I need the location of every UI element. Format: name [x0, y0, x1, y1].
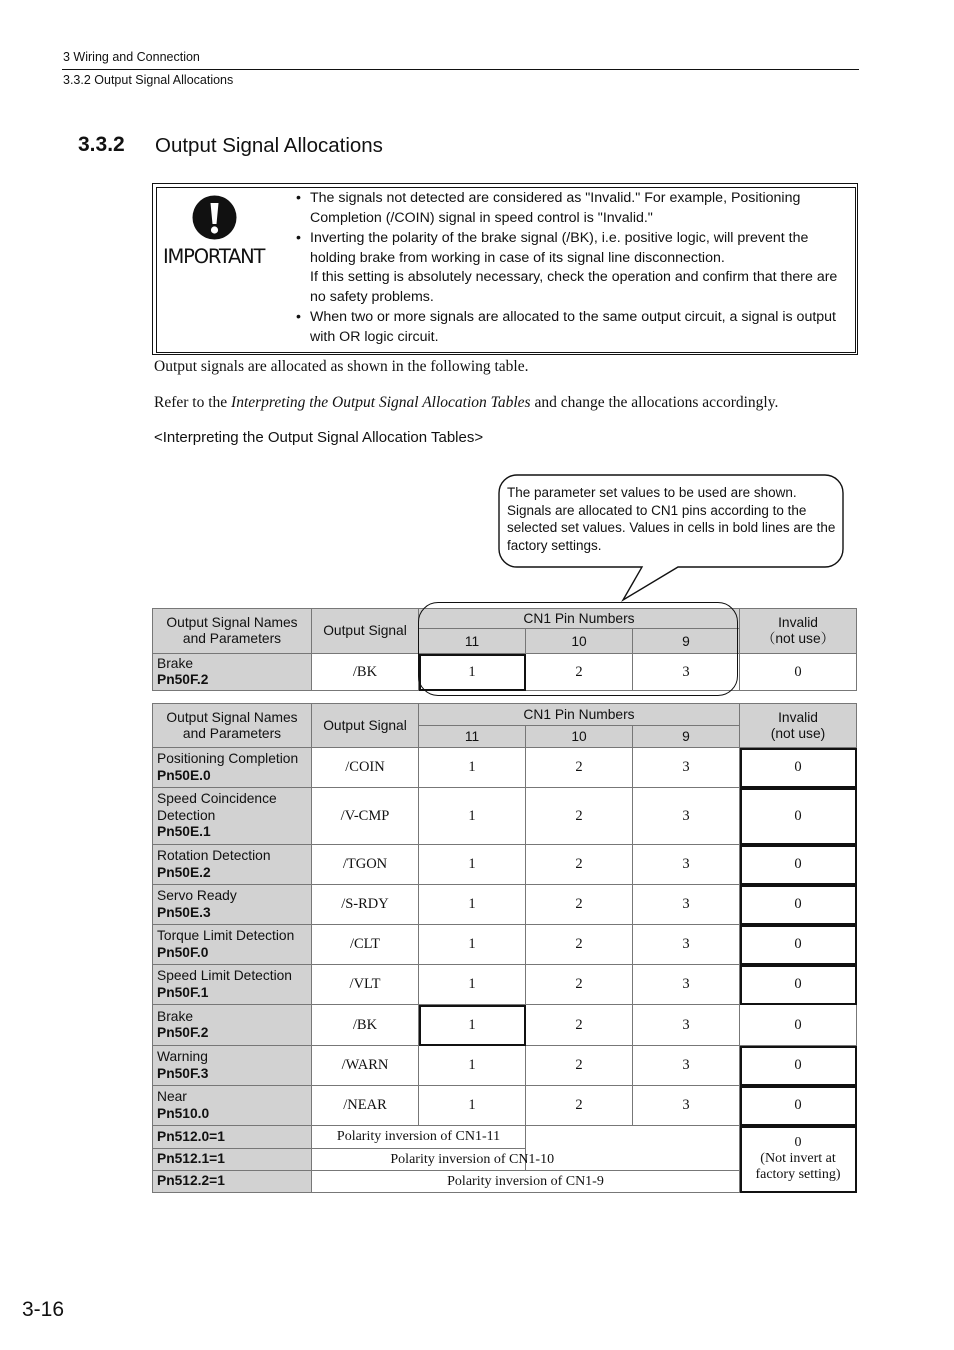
body-paragraph: Output signals are allocated as shown in the following table. — [154, 358, 529, 375]
invalid-value: 0 — [740, 1046, 857, 1086]
page-number: 3-16 — [22, 1298, 65, 1321]
invalid-value: 0 — [740, 1005, 857, 1046]
pin-value: 1 — [419, 885, 526, 925]
parameter: Pn510.0 — [157, 1105, 210, 1121]
bullet: • — [296, 190, 301, 206]
polarity-text: Polarity inversion of CN1-9 — [312, 1171, 740, 1193]
pin-value: 3 — [633, 885, 740, 925]
callout-text: The parameter set values to be used are shown. Signals are allocated to CN1 pins according to the selected set values. Values in cells in bold lines are the factory settings. — [507, 485, 836, 553]
signal-name: Servo Ready — [157, 888, 237, 903]
pin-value: 1 — [419, 845, 526, 885]
output-signal: /S-RDY — [312, 885, 419, 925]
pin-value: 3 — [633, 654, 740, 691]
signal-name-cell — [153, 1046, 312, 1086]
pin-value: 3 — [633, 748, 740, 788]
invalid-value: 0 — [740, 1086, 857, 1126]
pin-value: 3 — [633, 1046, 740, 1086]
text-run: Refer to the — [154, 394, 232, 411]
important-item-text: When two or more signals are allocated to the same output circuit, a signal is output with OR logic circuit. — [310, 309, 836, 345]
header-cn1: CN1 Pin Numbers — [419, 704, 740, 726]
signal-name-cell — [153, 788, 312, 845]
pin-value: 3 — [633, 788, 740, 845]
pin-value: 2 — [526, 845, 633, 885]
important-item — [295, 189, 855, 228]
pin-value: 2 — [526, 965, 633, 1005]
important-list — [295, 189, 855, 348]
bullet: • — [296, 230, 301, 246]
pin-value: 1 — [419, 654, 526, 691]
output-signal: /V-CMP — [312, 788, 419, 845]
important-label: IMPORTANT — [163, 245, 265, 268]
output-signal: /BK — [312, 1005, 419, 1046]
important-item — [295, 308, 855, 347]
parameter: Pn50F.2 — [157, 1025, 209, 1040]
invalid-value: 0 — [740, 845, 857, 885]
signal-name-cell — [153, 1005, 312, 1046]
parameter: Pn50F.0 — [157, 944, 209, 960]
pin-value: 2 — [526, 1086, 633, 1126]
parameter: Pn50F.1 — [157, 984, 209, 1000]
pin-value: 1 — [419, 965, 526, 1005]
signal-name: Speed Coincidence Detection — [157, 791, 277, 823]
signal-name: Rotation Detection — [157, 848, 271, 863]
output-signal: /VLT — [312, 965, 419, 1005]
pin-value: 3 — [633, 845, 740, 885]
signal-name: Brake — [157, 1008, 194, 1024]
important-item — [295, 229, 855, 307]
text-run: and change the allocations accordingly. — [530, 394, 779, 411]
output-signal: /WARN — [312, 1046, 419, 1086]
invalid-value: 0 — [740, 788, 857, 845]
parameter: Pn50F.2 — [157, 672, 209, 687]
header-pin: 9 — [633, 726, 740, 748]
highlight-oval — [418, 602, 738, 696]
output-signal: /NEAR — [312, 1086, 419, 1126]
important-item-text: If this setting is absolutely necessary, check the operation and confirm that there are no safety problems. — [310, 269, 838, 305]
pin-value: 2 — [526, 788, 633, 845]
important-item-text: The signals not detected are considered as "Invalid." For example, Positioning Completion (/COIN) signal in speed control is "Invalid." — [310, 190, 801, 226]
pin-value: 3 — [633, 1086, 740, 1126]
pin-value: 2 — [526, 1046, 633, 1086]
output-signal: /COIN — [312, 748, 419, 788]
signal-name-cell — [153, 925, 312, 965]
header-invalid: Invalid （not use） — [740, 609, 857, 654]
bullet: • — [296, 309, 301, 325]
pin-value: 3 — [633, 1005, 740, 1046]
invalid-value: 0 — [740, 925, 857, 965]
invalid-value: 0 — [740, 654, 857, 691]
signal-name: Speed Limit Detection — [157, 968, 292, 983]
header-invalid: Invalid (not use) — [740, 704, 857, 748]
polarity-parameter: Pn512.1=1 — [153, 1149, 312, 1171]
signal-name: Brake — [157, 655, 194, 671]
output-signal: /BK — [312, 654, 419, 691]
header-names: Output Signal Names and Parameters — [153, 609, 312, 654]
signal-name-cell — [153, 965, 312, 1005]
signal-name-cell — [153, 845, 312, 885]
pin-value: 2 — [526, 748, 633, 788]
parameter: Pn50F.3 — [157, 1065, 209, 1081]
signal-name: Positioning Completion — [157, 751, 299, 766]
signal-name-cell — [153, 1086, 312, 1126]
signal-name: Torque Limit Detection — [157, 928, 295, 943]
pin-value: 1 — [419, 788, 526, 845]
signal-name: Near — [157, 1089, 187, 1104]
invalid-value: 0 — [740, 885, 857, 925]
header-signal: Output Signal — [312, 609, 419, 654]
pin-value: 1 — [419, 1046, 526, 1086]
parameter: Pn50E.2 — [157, 864, 211, 880]
parameter: Pn50E.3 — [157, 904, 211, 920]
polarity-invalid-value: 0 (Not invert at factory setting) — [740, 1126, 857, 1193]
header-pin: 11 — [419, 629, 526, 654]
polarity-text: Polarity inversion of CN1-11 — [312, 1126, 526, 1149]
output-signal: /TGON — [312, 845, 419, 885]
signal-name-cell — [153, 654, 312, 691]
section-title: Output Signal Allocations — [155, 134, 383, 157]
important-item-text: Inverting the polarity of the brake signal (/BK), i.e. positive logic, will prevent the holding brake from working in case of its signal line disconnection. — [310, 230, 809, 266]
section-number: 3.3.2 — [78, 133, 125, 156]
reference-title: Interpreting the Output Signal Allocation Tables — [231, 394, 531, 411]
header-rule — [62, 69, 859, 70]
signal-name-cell — [153, 885, 312, 925]
parameter: Pn50E.0 — [157, 767, 211, 783]
header-pin: 10 — [526, 629, 633, 654]
pin-value: 2 — [526, 654, 633, 691]
pin-value: 1 — [419, 1086, 526, 1126]
signal-name-cell — [153, 748, 312, 788]
header-cn1: CN1 Pin Numbers — [419, 609, 740, 629]
header-pin: 11 — [419, 726, 526, 748]
subheading: <Interpreting the Output Signal Allocation Tables> — [154, 429, 484, 446]
output-signal: /CLT — [312, 925, 419, 965]
polarity-parameter: Pn512.2=1 — [153, 1171, 312, 1193]
pin-value: 1 — [419, 748, 526, 788]
invalid-value: 0 — [740, 748, 857, 788]
header-pin: 10 — [526, 726, 633, 748]
pin-value: 1 — [419, 1005, 526, 1046]
polarity-text: Polarity inversion of CN1-10 — [312, 1149, 633, 1171]
pin-value: 3 — [633, 925, 740, 965]
pin-value: 2 — [526, 1005, 633, 1046]
header-signal: Output Signal — [312, 704, 419, 748]
allocation-table — [152, 703, 857, 1193]
header-names: Output Signal Names and Parameters — [153, 704, 312, 748]
pin-value: 1 — [419, 925, 526, 965]
pin-value: 2 — [526, 925, 633, 965]
polarity-parameter: Pn512.0=1 — [153, 1126, 312, 1149]
invalid-value: 0 — [740, 965, 857, 1005]
parameter: Pn50E.1 — [157, 824, 211, 840]
important-icon — [192, 195, 237, 240]
signal-name: Warning — [157, 1049, 208, 1064]
running-header-section: 3.3.2 Output Signal Allocations — [63, 73, 234, 87]
body-paragraph — [154, 394, 778, 412]
header-pin: 9 — [633, 629, 740, 654]
pin-value: 3 — [633, 965, 740, 1005]
pin-value: 2 — [526, 885, 633, 925]
running-header-chapter: 3 Wiring and Connection — [63, 50, 200, 64]
